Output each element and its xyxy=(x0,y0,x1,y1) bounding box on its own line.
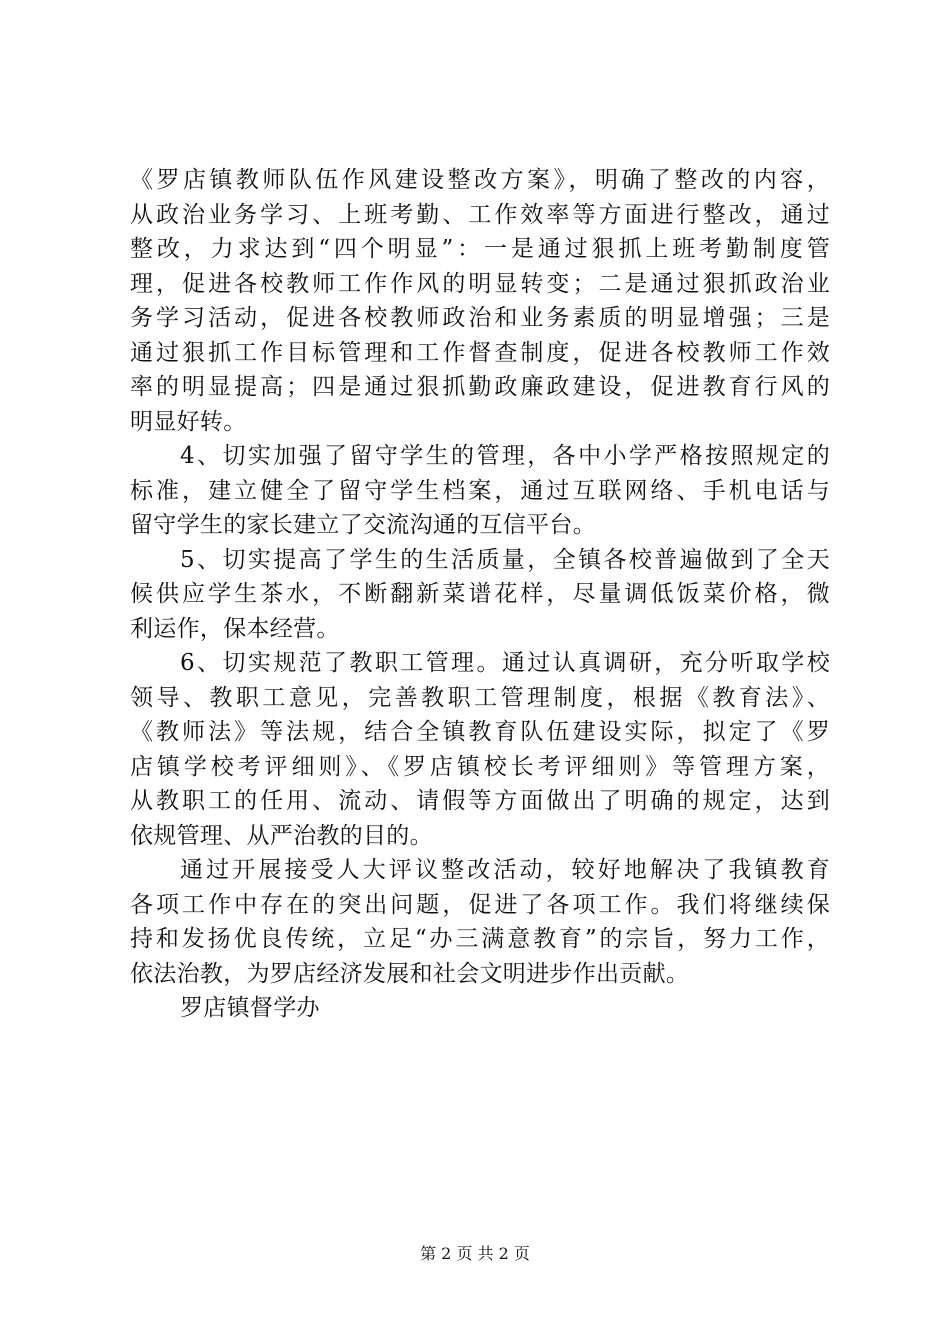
text-line: 持和发扬优良传统，立足“办三满意教育”的宗旨，努力工作， xyxy=(130,926,830,952)
paragraph-first-line: 罗店镇督学办 xyxy=(180,995,320,1021)
text-line: 《罗店镇教师队伍作风建设整改方案》，明确了整改的内容， xyxy=(130,167,830,193)
text-line: 店镇学校考评细则》、《罗店镇校长考评细则》等管理方案， xyxy=(130,753,830,780)
text-line: 利运作，保本经营。 xyxy=(130,615,340,642)
paragraph-first-line: 5、切实提高了学生的生活质量，全镇各校普遍做到了全天 xyxy=(180,546,830,573)
text-line: 《教师法》等法规，结合全镇教育队伍建设实际，拟定了《罗 xyxy=(130,719,830,745)
text-line: 率的明显提高；四是通过狠抓勤政廉政建设，促进教育行风的 xyxy=(130,374,830,400)
document-body xyxy=(130,163,830,1026)
text-line: 依规管理、从严治教的目的。 xyxy=(130,822,433,849)
text-line: 从政治业务学习、上班考勤、工作效率等方面进行整改，通过 xyxy=(130,201,830,228)
text-line: 留守学生的家长建立了交流沟通的互信平台。 xyxy=(130,512,596,538)
text-line: 从教职工的任用、流动、请假等方面做出了明确的规定，达到 xyxy=(130,788,830,814)
paragraph-first-line: 6、切实规范了教职工管理。通过认真调研，充分听取学校 xyxy=(180,650,830,676)
text-line: 候供应学生茶水，不断翻新菜谱花样，尽量调低饭菜价格，微 xyxy=(130,581,830,607)
text-line: 明显好转。 xyxy=(130,408,247,435)
text-line: 依法治教，为罗店经济发展和社会文明进步作出贡献。 xyxy=(130,960,690,987)
text-line: 领导、教职工意见，完善教职工管理制度，根据《教育法》、 xyxy=(130,684,830,711)
text-line: 通过狠抓工作目标管理和工作督查制度，促进各校教师工作效 xyxy=(130,339,830,366)
text-line: 标准，建立健全了留守学生档案，通过互联网络、手机电话与 xyxy=(130,477,830,504)
text-line: 务学习活动，促进各校教师政治和业务素质的明显增强；三是 xyxy=(130,305,830,331)
page-footer: 第 2 页 共 2 页 xyxy=(420,1244,530,1263)
paragraph-first-line: 4、切实加强了留守学生的管理，各中小学严格按照规定的 xyxy=(180,443,830,469)
text-line: 各项工作中存在的突出问题，促进了各项工作。我们将继续保 xyxy=(130,891,830,918)
text-line: 整改，力求达到“四个明显”：一是通过狠抓上班考勤制度管 xyxy=(130,236,830,262)
paragraph-first-line: 通过开展接受人大评议整改活动，较好地解决了我镇教育 xyxy=(180,857,830,883)
text-line: 理，促进各校教师工作作风的明显转变；二是通过狠抓政治业 xyxy=(130,270,830,297)
